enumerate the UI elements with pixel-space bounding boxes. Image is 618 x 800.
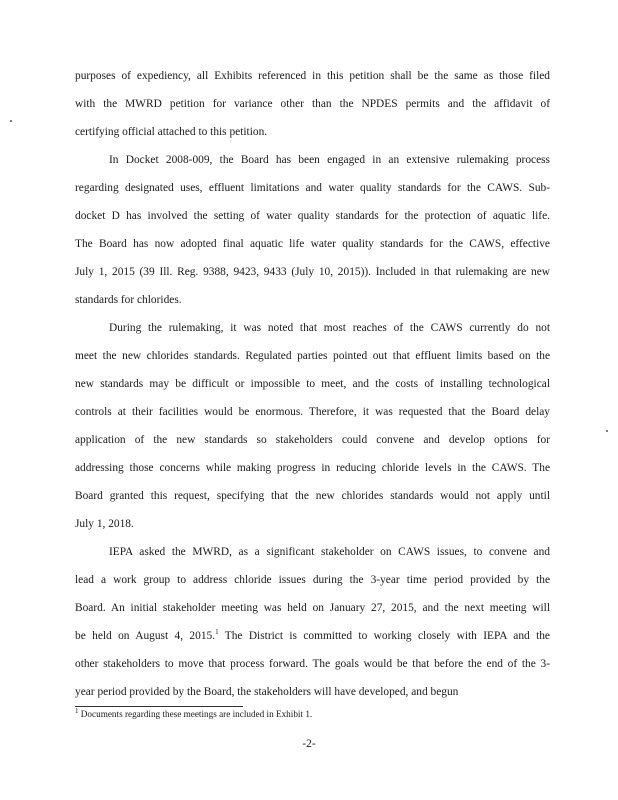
text-line: IEPA asked the MWRD, as a significant stakeholder on CAWS issues, to convene and [109,546,550,558]
footnote-divider [75,706,243,707]
text-line: purposes of expediency, all Exhibits referenced in this petition shall be the same as those filed [75,70,550,82]
text-line: July 1, 2018. [75,518,134,530]
page-number: -2- [302,738,316,750]
text-line: certifying official attached to this petition. [75,126,268,138]
text-line: The Board has now adopted final aquatic life water quality standards for the CAWS, effective [75,238,550,250]
text-line: During the rulemaking, it was noted that most reaches of the CAWS currently do not [109,322,550,334]
text-line: new standards may be difficult or impossible to meet, and the costs of installing technological [75,378,550,390]
text-line: standards for chlorides. [75,294,182,306]
footnote [75,708,312,720]
scan-speck [606,430,608,432]
text-line: lead a work group to address chloride issues during the 3-year time period provided by the [75,574,550,586]
text-line: other stakeholders to move that process forward. The goals would be that before the end of the 3- [75,658,550,670]
text-line [75,629,550,643]
footnote-text: Documents regarding these meetings are included in Exhibit 1. [78,709,313,719]
text-line: In Docket 2008-009, the Board has been engaged in an extensive rulemaking process [109,154,550,166]
text-line: docket D has involved the setting of water quality standards for the protection of aquatic life. [75,210,550,222]
text-line: July 1, 2015 (39 Ill. Reg. 9388, 9423, 9433 (July 10, 2015)). Included in that rulemaking are new [75,266,550,278]
text-line: year period provided by the Board, the stakeholders will have developed, and begun [75,686,459,698]
text-line: Board granted this request, specifying that the new chlorides standards would not apply until [75,490,550,502]
text-line: regarding designated uses, effluent limitations and water quality standards for the CAWS. Sub- [75,182,550,194]
footnote-marker: 1 [75,706,79,715]
text-line: controls at their facilities would be enormous. Therefore, it was requested that the Board delay [75,406,550,418]
text-line: meet the new chlorides standards. Regulated parties pointed out that effluent limits based on the [75,350,550,362]
text-line: addressing those concerns while making progress in reducing chloride levels in the CAWS. The [75,462,550,474]
scan-speck [10,120,12,122]
text-fragment: The District is committed to working closely with IEPA and the [218,630,550,642]
text-line: Board. An initial stakeholder meeting was held on January 27, 2015, and the next meeting will [75,602,550,614]
text-fragment: be held on August 4, 2015. [75,630,216,642]
footnote-reference[interactable]: 1 [215,628,219,637]
text-line: with the MWRD petition for variance other than the NPDES permits and the affidavit of [75,98,550,110]
text-line: application of the new standards so stakeholders could convene and develop options for [75,434,550,446]
